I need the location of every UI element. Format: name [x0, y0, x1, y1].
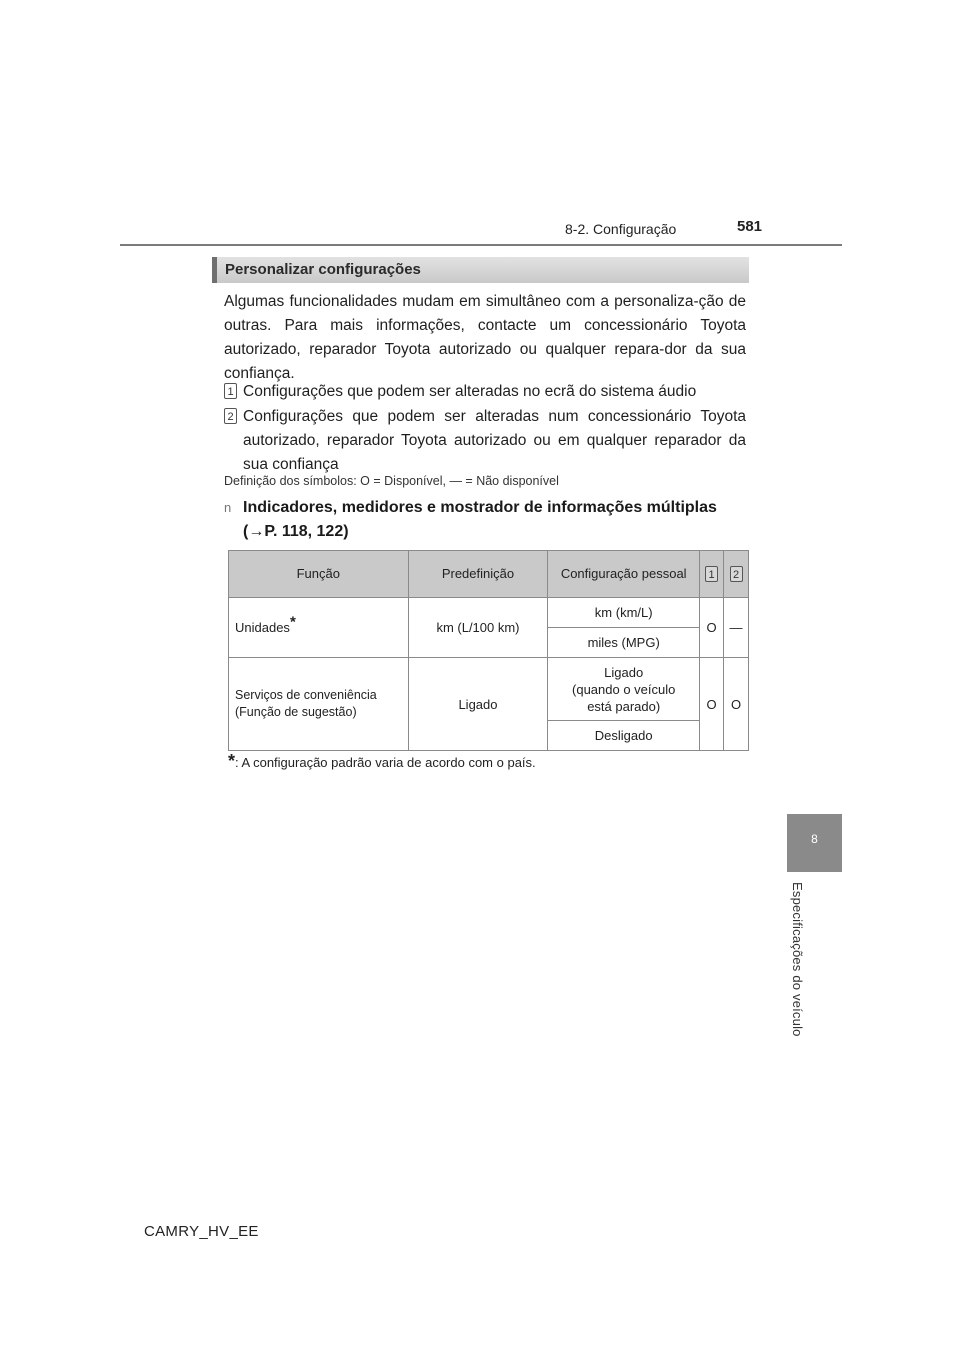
section-heading-bar — [212, 257, 749, 283]
marker-2-icon: 2 — [730, 566, 743, 582]
legend-item-2: Configurações que podem ser alteradas num concessionário Toyota autorizado, reparador Toyota autorizado ou em qualquer reparador da sua confiança — [243, 408, 746, 473]
subsection-title: Indicadores, medidores e mostrador de informações múltiplas (→P. 118, 122) — [243, 499, 717, 540]
cell-option — [548, 658, 700, 721]
header-default: Predefinição — [408, 551, 548, 598]
cell-option: miles (MPG) — [548, 628, 700, 658]
footer-model: CAMRY_HV_EE — [144, 1223, 259, 1240]
section-label: 8-2. Configuração — [565, 221, 677, 237]
page-number: 581 — [737, 218, 763, 235]
marker-2-icon: 2 — [224, 408, 237, 424]
cell-col1: O — [700, 598, 724, 658]
cell-default: km (L/100 km) — [408, 598, 548, 658]
marker-1-icon: 1 — [224, 383, 237, 399]
cell-col2: O — [724, 658, 749, 751]
footnote-text: : A configuração padrão varia de acordo com o país. — [235, 755, 536, 770]
cell-option: km (km/L) — [548, 598, 700, 628]
cell-col2: — — [724, 598, 749, 658]
option-line1: Ligado — [604, 664, 644, 680]
bullet-icon: n — [224, 500, 232, 515]
cell-function — [229, 658, 409, 751]
header-col1 — [700, 551, 724, 598]
marker-1-icon: 1 — [705, 566, 718, 582]
header-rule — [120, 244, 842, 246]
header-personal: Configuração pessoal — [548, 551, 700, 598]
intro-paragraph: Algumas funcionalidades mudam em simultâneo com a personaliza-ção de outras. Para mais informações, contacte um concessionário Toyota autorizado, reparador Toyota autorizado ou qualquer repara-dor da sua confiança. — [224, 293, 746, 382]
cell-default: Ligado — [408, 658, 548, 751]
cell-option: Desligado — [548, 721, 700, 751]
cell-col1: O — [700, 658, 724, 751]
footnote-star: * — [228, 751, 236, 771]
footnote-mark: * — [289, 613, 296, 631]
header-col2 — [724, 551, 749, 598]
table-row — [229, 658, 749, 721]
section-heading: Personalizar configurações — [225, 261, 421, 278]
header-function: Função — [229, 551, 409, 598]
function-label: Unidades — [235, 620, 290, 635]
function-label-line2: (Função de sugestão) — [235, 705, 357, 719]
option-line2: (quando o veículo — [572, 681, 676, 697]
cell-function — [229, 598, 409, 658]
symbols-definition: Definição dos símbolos: O = Disponível, — = Não disponível — [224, 474, 559, 488]
settings-table — [228, 550, 749, 751]
option-line3: está parado) — [587, 698, 661, 714]
table-row — [229, 598, 749, 628]
function-label-line1: Serviços de conveniência — [235, 688, 377, 702]
chapter-title: Especificações do veículo — [790, 882, 805, 1037]
footnote — [228, 751, 536, 771]
legend-item-1: Configurações que podem ser alteradas no ecrã do sistema áudio — [243, 383, 697, 400]
heading-accent — [212, 257, 217, 283]
table-header-row — [229, 551, 749, 598]
chapter-number: 8 — [811, 832, 818, 846]
